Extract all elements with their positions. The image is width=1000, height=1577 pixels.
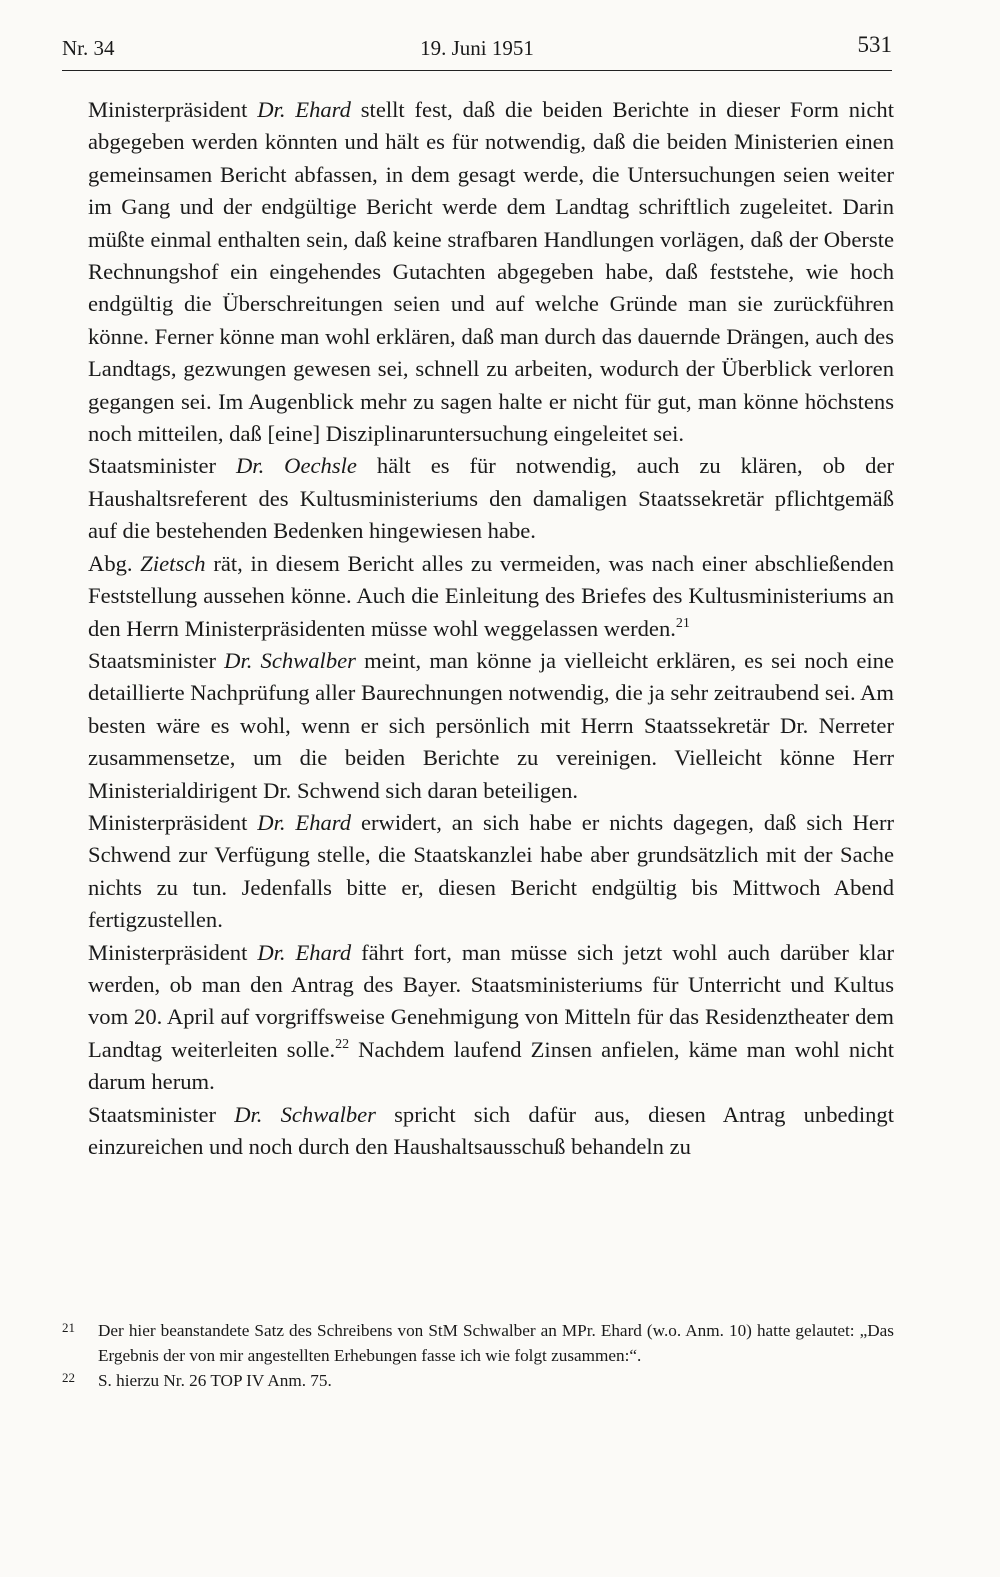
footnote-text: Der hier beanstandete Satz des Schreibens von StM Schwalber an MPr. Ehard (w.o. Anm. 10) hatte gelautet: „Das Ergebnis der von mir angestellten Erhebungen fasse ich wie folgt zusammen:“. — [98, 1321, 894, 1365]
speaker-role: Ministerpräsident — [88, 97, 248, 122]
speaker-role: Ministerpräsident — [88, 939, 248, 965]
document-number: Nr. 34 — [62, 36, 115, 60]
paragraph-text: spricht sich dafür aus, diesen Antrag unbedingt einzureichen und noch durch den Haushaltsausschuß behandeln zu — [88, 1101, 894, 1159]
paragraph — [88, 937, 894, 1099]
page-number: 531 — [857, 32, 892, 57]
footnote-reference[interactable]: 22 — [335, 1036, 350, 1052]
header-date: 19. Juni 1951 — [420, 36, 534, 60]
footnote-number: 21 — [62, 1320, 75, 1335]
paragraph — [88, 807, 894, 937]
paragraph — [88, 94, 894, 450]
speaker-name: Dr. Oechsle — [235, 453, 357, 479]
speaker-role: Staatsminister — [88, 647, 217, 673]
footnote-reference[interactable]: 21 — [675, 615, 690, 631]
speaker-name: Dr. Schwalber — [224, 647, 356, 673]
speaker-role: Staatsminister — [88, 453, 217, 479]
footnote-text: S. hierzu Nr. 26 TOP IV Anm. 75. — [98, 1371, 332, 1390]
speaker-name: Dr. Schwalber — [234, 1101, 376, 1127]
paragraph-text-continued: Nachdem laufend Zinsen anfielen, käme man wohl nicht darum herum. — [88, 1036, 895, 1095]
speaker-name: Zietsch — [140, 550, 206, 576]
main-text — [88, 94, 894, 1163]
footnote-item — [62, 1368, 894, 1393]
paragraph-text: stellt fest, daß die beiden Berichte in dieser Form nicht abgegeben werden könnten und hält es für notwendig, daß die beiden Ministerien einen gemeinsamen Bericht abfassen, in dem gesagt werde, die Untersuchungen seien weiter im Gang und der endgültige Bericht werde dem Landtag schriftlich zugeleitet. Darin müßte einmal enthalten sein, daß keine strafbaren Handlungen vorlägen, daß der Oberste Rechnungshof ein eingehendes Gutachten abgegeben habe, daß feststehe, wie hoch endgültig die Überschreitungen seien und auf welche Gründe man sie zurückführen könne. Ferner könne man wohl erklären, daß man durch das dauernde Drängen, auch des Landtags, gezwungen gewesen sei, schnell zu arbeiten, wodurch der Überblick verloren gegangen sei. Im Augenblick mehr zu sagen halte er nicht für gut, man könne höchstens noch mitteilen, daß [eine] Disziplinaruntersuchung eingeleitet sei. — [88, 97, 894, 447]
paragraph — [88, 645, 894, 807]
speaker-role: Abg. — [88, 550, 133, 576]
running-header — [62, 30, 892, 71]
footnotes — [62, 1318, 894, 1393]
footnote-number: 22 — [62, 1370, 75, 1385]
paragraph-text: meint, man könne ja vielleicht erklären, es sei noch eine detaillierte Nachprüfung aller Baurechnungen notwendig, die ja sehr zeitraubend sei. Am besten wäre es wohl, wenn er sich persönlich mit Herrn Staatssekretär Dr. Nerreter zusammensetze, um die beiden Berichte zu vereinigen. Vielleicht könne Herr Ministerialdirigent Dr. Schwend sich daran beteiligen. — [88, 647, 894, 803]
paragraph-text: hält es für notwendig, auch zu klären, ob der Haushaltsreferent des Kultusministeriums den damaligen Staatssekretär pflichtgemäß auf die bestehenden Bedenken hingewiesen habe. — [88, 453, 895, 544]
speaker-name: Dr. Ehard — [257, 97, 351, 122]
footnote-item — [62, 1318, 894, 1368]
paragraph — [88, 450, 894, 547]
paragraph — [88, 548, 894, 645]
speaker-name: Dr. Ehard — [257, 809, 352, 835]
paragraph-text: rät, in diesem Bericht alles zu vermeiden, was nach einer abschließenden Feststellung aussehen könne. Auch die Einleitung des Briefes des Kultusministeriums an den Herrn Ministerpräsidenten müsse wohl weggelassen werden. — [88, 550, 895, 641]
speaker-name: Dr. Ehard — [257, 939, 352, 965]
paragraph-text: erwidert, an sich habe er nichts dagegen, daß sich Herr Schwend zur Verfügung stelle, die Staatskanzlei habe aber grundsätzlich mit der Sache nichts zu tun. Jedenfalls bitte er, diesen Bericht endgültig bis Mittwoch Abend fertigzustellen. — [88, 809, 895, 933]
speaker-role: Staatsminister — [88, 1101, 217, 1127]
paragraph — [88, 1099, 894, 1164]
paragraph-text: fährt fort, man müsse sich jetzt wohl auch darüber klar werden, ob man den Antrag des Bayer. Staatsministeriums für Unterricht und Kultus vom 20. April auf vorgriffsweise Genehmigung von Mitteln für das Residenztheater dem Landtag weiterleiten solle. — [88, 939, 894, 1062]
speaker-role: Ministerpräsident — [88, 809, 248, 835]
